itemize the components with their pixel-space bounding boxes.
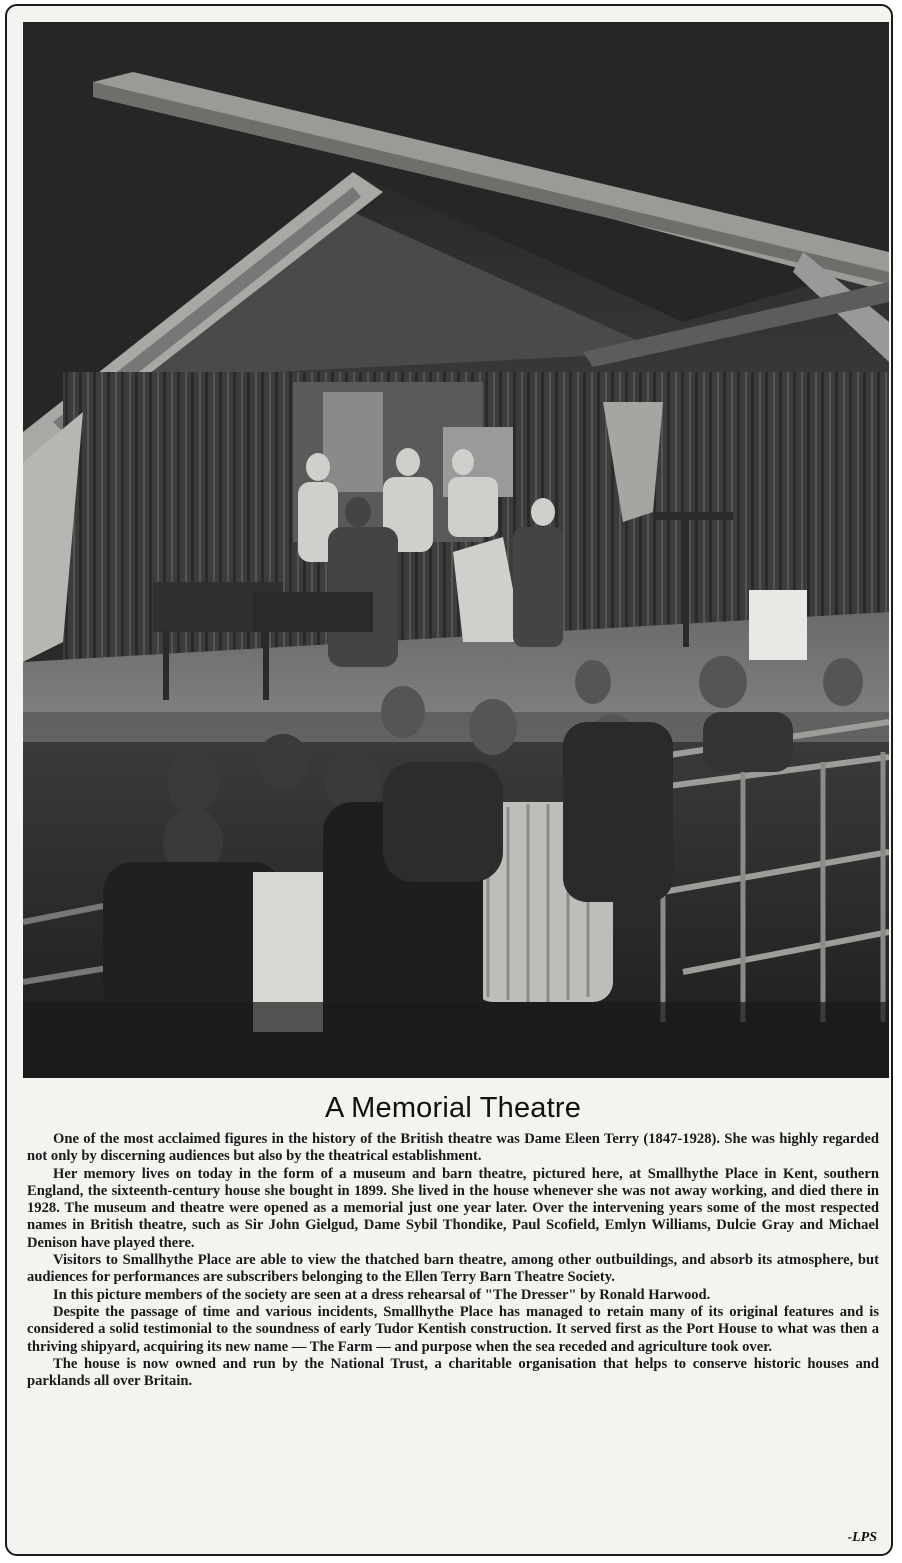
barn-theatre-photo-illustration [23, 22, 889, 1078]
caption-block [27, 1088, 879, 1548]
paragraph: Despite the passage of time and various incidents, Smallhythe Place has managed to retain many of its original features and is considered a solid testimonial to the soundness of early Tudor Kentish construction. It served first as the Port House to what was then a thriving shipyard, acquiring its new name — The Farm — and purpose when the sea receded and agriculture took over. [27, 1303, 879, 1355]
paragraph: In this picture members of the society are seen at a dress rehearsal of "The Dresser" by Ronald Harwood. [53, 1286, 711, 1303]
article-body [27, 1131, 879, 1390]
paragraph: Visitors to Smallhythe Place are able to view the thatched barn theatre, among other outbuildings, and absorb its atmosphere, but audiences for performances are subscribers belonging to the Ellen Terry Barn Theatre Society. [27, 1252, 879, 1286]
newspaper-clipping [5, 4, 893, 1556]
barn-theatre-photo [23, 22, 889, 1078]
headline: A Memorial Theatre [324, 1092, 582, 1124]
paragraph: One of the most acclaimed figures in the history of the British theatre was Dame Eleen Terry (1847-1928). She was highly regarded not only by discerning audiences but also by the theatrical establishment. [27, 1131, 879, 1165]
credit-byline: -LPS [847, 1530, 877, 1545]
paragraph: Her memory lives on today in the form of a museum and barn theatre, pictured here, at Smallhythe Place in Kent, southern England, the sixteenth-century house she bought in 1899. She lived in the house whenever she was not away working, and died there in 1928. The museum and theatre were opened as a memorial just one year later. Over the intervening years some of the most respected names in British theatre, such as Sir John Gielgud, Dame Sybil Thondike, Paul Scofield, Emlyn Williams, Dulcie Gray and Michael Denison have played there. [27, 1165, 879, 1251]
paragraph: The house is now owned and run by the National Trust, a charitable organisation that helps to conserve historic houses and parklands all over Britain. [27, 1355, 879, 1390]
